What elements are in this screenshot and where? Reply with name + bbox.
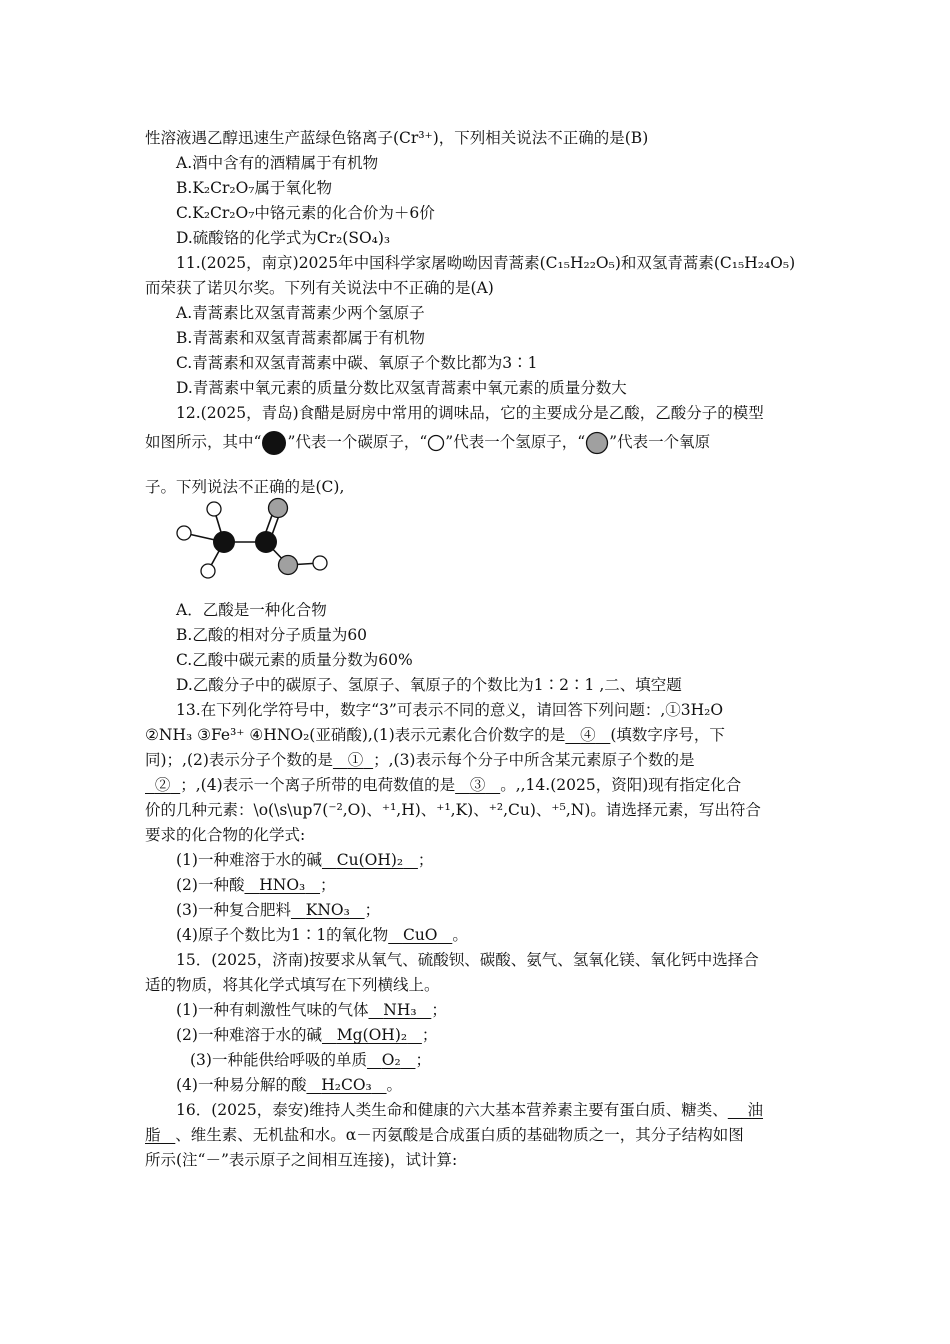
q11-option-d: D.青蒿素中氧元素的质量分数比双氢青蒿素中氧元素的质量分数大 [176, 379, 627, 397]
q15-item-4-label: (4)一种易分解的酸 [176, 1076, 307, 1094]
q15-item-1 [176, 1000, 836, 1022]
q14-item-3-label: (3)一种复合肥料 [176, 901, 291, 919]
q14-item-4 [176, 925, 836, 947]
carbon-atom-1 [213, 531, 235, 553]
q14-item-2 [176, 875, 836, 897]
q13-answer-4-text: ③ [469, 776, 486, 794]
q10-option-d: D.硫酸铬的化学式为Cr₂(SO₄)₃ [176, 229, 391, 247]
q15-item-3-answer [367, 1051, 415, 1069]
q13-line-2b-text: (填数字序号，下 [610, 726, 725, 744]
q11-option-b: B.青蒿素和双氢青蒿素都属于有机物 [176, 329, 425, 347]
carbon-atom-icon [261, 430, 287, 456]
q14-item-2-answer [244, 876, 320, 894]
q13-line-2-text: ②NH₃ ③Fe³⁺ ④HNO₂(亚硝酸),(1)表示元素化合价数字的是 [145, 726, 566, 744]
q12-option-a: A．乙酸是一种化合物 [176, 601, 327, 619]
q16-answer-1a-text: 油 [747, 1101, 764, 1119]
q13-line-4a-text: ；,(4)表示一个离子所带的电荷数值的是 [180, 776, 456, 794]
q10-option-b: B.K₂Cr₂O₇属于氧化物 [176, 179, 333, 197]
q15-item-2-answer [322, 1026, 422, 1044]
q14-item-3-end: ； [364, 901, 381, 919]
q12-stem-2c: ”代表一个氢原子，“ [445, 433, 586, 451]
q14-item-4-answer-text: CuO [402, 926, 438, 944]
q16-answer-1b-text: 脂 [145, 1126, 161, 1144]
q12-option-b: B.乙酸的相对分子质量为60 [176, 626, 368, 644]
q14-item-1-end: ； [417, 851, 434, 869]
hydrogen-atom-2 [207, 502, 221, 516]
q14-item-2-end: ； [320, 876, 336, 894]
q15-item-4 [176, 1075, 836, 1097]
q12-stem-3: 子。下列说法不正确的是(C), [145, 478, 345, 496]
q12-option-c: C.乙酸中碳元素的质量分数为60% [176, 651, 413, 669]
q16-line-1-text: 16．(2025，泰安)维持人类生命和健康的六大基本营养素主要有蛋白质、糖类、 [176, 1101, 728, 1119]
q15-item-1-answer [368, 1001, 431, 1019]
q14-item-1-answer-text: Cu(OH)₂ [336, 851, 404, 869]
q15-stem-2: 适的物质，将其化学式填写在下列横线上。 [145, 976, 440, 994]
q15-stem-1: 15．(2025，济南)按要求从氧气、硫酸钡、碳酸、氨气、氢氧化镁、氧化钙中选择合 [176, 951, 759, 969]
q11-option-c: C.青蒿素和双氢青蒿素中碳、氧原子个数比都为3∶1 [176, 354, 538, 372]
q12-stem-1: 12.(2025，青岛)食醋是厨房中常用的调味品，它的主要成分是乙酸，乙酸分子的模型 [176, 404, 764, 422]
q12-option-d: D.乙酸分子中的碳原子、氢原子、氧原子的个数比为1∶2∶1 ,二、填空题 [176, 676, 682, 694]
q11-stem-1: 11.(2025，南京)2025年中国科学家屠呦呦因青蒿素(C₁₅H₂₂O₅)和双氢青蒿素(C₁₅H₂₄O₅) [176, 254, 796, 272]
hydrogen-atom-icon [427, 434, 445, 452]
acetic-acid-molecule-diagram [160, 490, 340, 585]
hydrogen-atom-1 [177, 526, 191, 540]
q15-item-3 [190, 1050, 850, 1072]
q14-item-3-answer-text: KNO₃ [305, 901, 350, 919]
q15-item-4-answer [306, 1076, 386, 1094]
q13-answer-3 [145, 776, 180, 794]
q13-line-4 [145, 775, 805, 797]
q16-answer-1b [145, 1126, 175, 1144]
q12-stem-2d: ”代表一个氧原 [609, 433, 711, 451]
q14-item-1-label: (1)一种难溶于水的碱 [176, 851, 322, 869]
q14-stem-1: 价的几种元素：\o(\s\up7(⁻²,O)、⁺¹,H)、⁺¹,K)、⁺²,Cu)、⁺⁵,N)。请选择元素，写出符合 [145, 801, 761, 819]
q13-line-1: 13.在下列化学符号中，数字“3”可表示不同的意义，请回答下列问题：,①3H₂O [176, 701, 724, 719]
q13-line-4b-text: 。,,14.(2025，资阳)现有指定化合 [500, 776, 742, 794]
oxygen-atom-1 [269, 499, 288, 518]
q14-item-3 [176, 900, 836, 922]
q15-item-2-label: (2)一种难溶于水的碱 [176, 1026, 322, 1044]
q15-item-4-end: 。 [386, 1076, 403, 1094]
carbon-atom-2 [255, 531, 277, 553]
q15-item-4-answer-text: H₂CO₃ [321, 1076, 372, 1094]
q16-line-2-text: 、维生素、无机盐和水。α－丙氨酸是合成蛋白质的基础物质之一，其分子结构如图 [175, 1126, 744, 1144]
q15-item-3-answer-text: O₂ [381, 1051, 401, 1069]
q15-item-2 [176, 1025, 836, 1047]
q14-item-3-answer [291, 901, 365, 919]
q13-answer-2 [333, 751, 373, 769]
q14-item-2-answer-text: HNO₃ [259, 876, 306, 894]
q11-stem-2: 而荣获了诺贝尔奖。下列有关说法中不正确的是(A) [145, 279, 494, 297]
hydrogen-atom-4 [313, 556, 327, 570]
q14-item-4-end: 。 [452, 926, 468, 944]
q13-answer-2-text: ① [347, 751, 364, 769]
oxygen-atom-2 [279, 556, 298, 575]
q13-answer-4 [455, 776, 500, 794]
q13-line-3b-text: ；,(3)表示每个分子中所含某元素原子个数的是 [373, 751, 695, 769]
q12-stem-2a: 如图所示，其中“ [145, 433, 262, 451]
q11-option-a: A.青蒿素比双氢青蒿素少两个氢原子 [176, 304, 425, 322]
q14-item-2-label: (2)一种酸 [176, 876, 245, 894]
q16-line-1 [176, 1100, 836, 1122]
q14-item-1-answer [322, 851, 418, 869]
q13-line-3a-text: 同)；,(2)表示分子个数的是 [145, 751, 333, 769]
q15-item-3-label: (3)一种能供给呼吸的单质 [190, 1051, 367, 1069]
q13-answer-1-text: ④ [580, 726, 596, 744]
hydrogen-atom-3 [201, 564, 215, 578]
q13-answer-3-text: ② [154, 776, 171, 794]
q12-stem-2b: ”代表一个碳原子，“ [287, 433, 428, 451]
q13-answer-1 [565, 726, 610, 744]
q16-answer-1a [728, 1101, 763, 1119]
q10-option-c: C.K₂Cr₂O₇中铬元素的化合价为＋6价 [176, 204, 435, 222]
oxygen-atom-icon [585, 431, 609, 455]
q14-item-4-label: (4)原子个数比为1∶1的氧化物 [176, 926, 389, 944]
q15-item-1-answer-text: NH₃ [383, 1001, 417, 1019]
q15-item-1-label: (1)一种有刺激性气味的气体 [176, 1001, 369, 1019]
q15-item-1-end: ； [431, 1001, 447, 1019]
q14-item-4-answer [388, 926, 452, 944]
q15-item-2-answer-text: Mg(OH)₂ [336, 1026, 408, 1044]
q10-option-a: A.酒中含有的酒精属于有机物 [176, 154, 379, 172]
q16-line-3: 所示(注“－”表示原子之间相互连接)，试计算: [145, 1151, 458, 1169]
q14-item-1 [176, 850, 836, 872]
q13-line-2 [145, 725, 805, 747]
q10-stem: 性溶液遇乙醇迅速生产蓝绿色铬离子(Cr³⁺)，下列相关说法不正确的是(B) [145, 129, 649, 147]
q14-stem-2: 要求的化合物的化学式: [145, 826, 306, 844]
q13-line-3 [145, 750, 805, 772]
q16-line-2 [145, 1125, 805, 1147]
q15-item-2-end: ； [421, 1026, 438, 1044]
q12-stem-2 [145, 428, 805, 458]
q15-item-3-end: ； [415, 1051, 431, 1069]
